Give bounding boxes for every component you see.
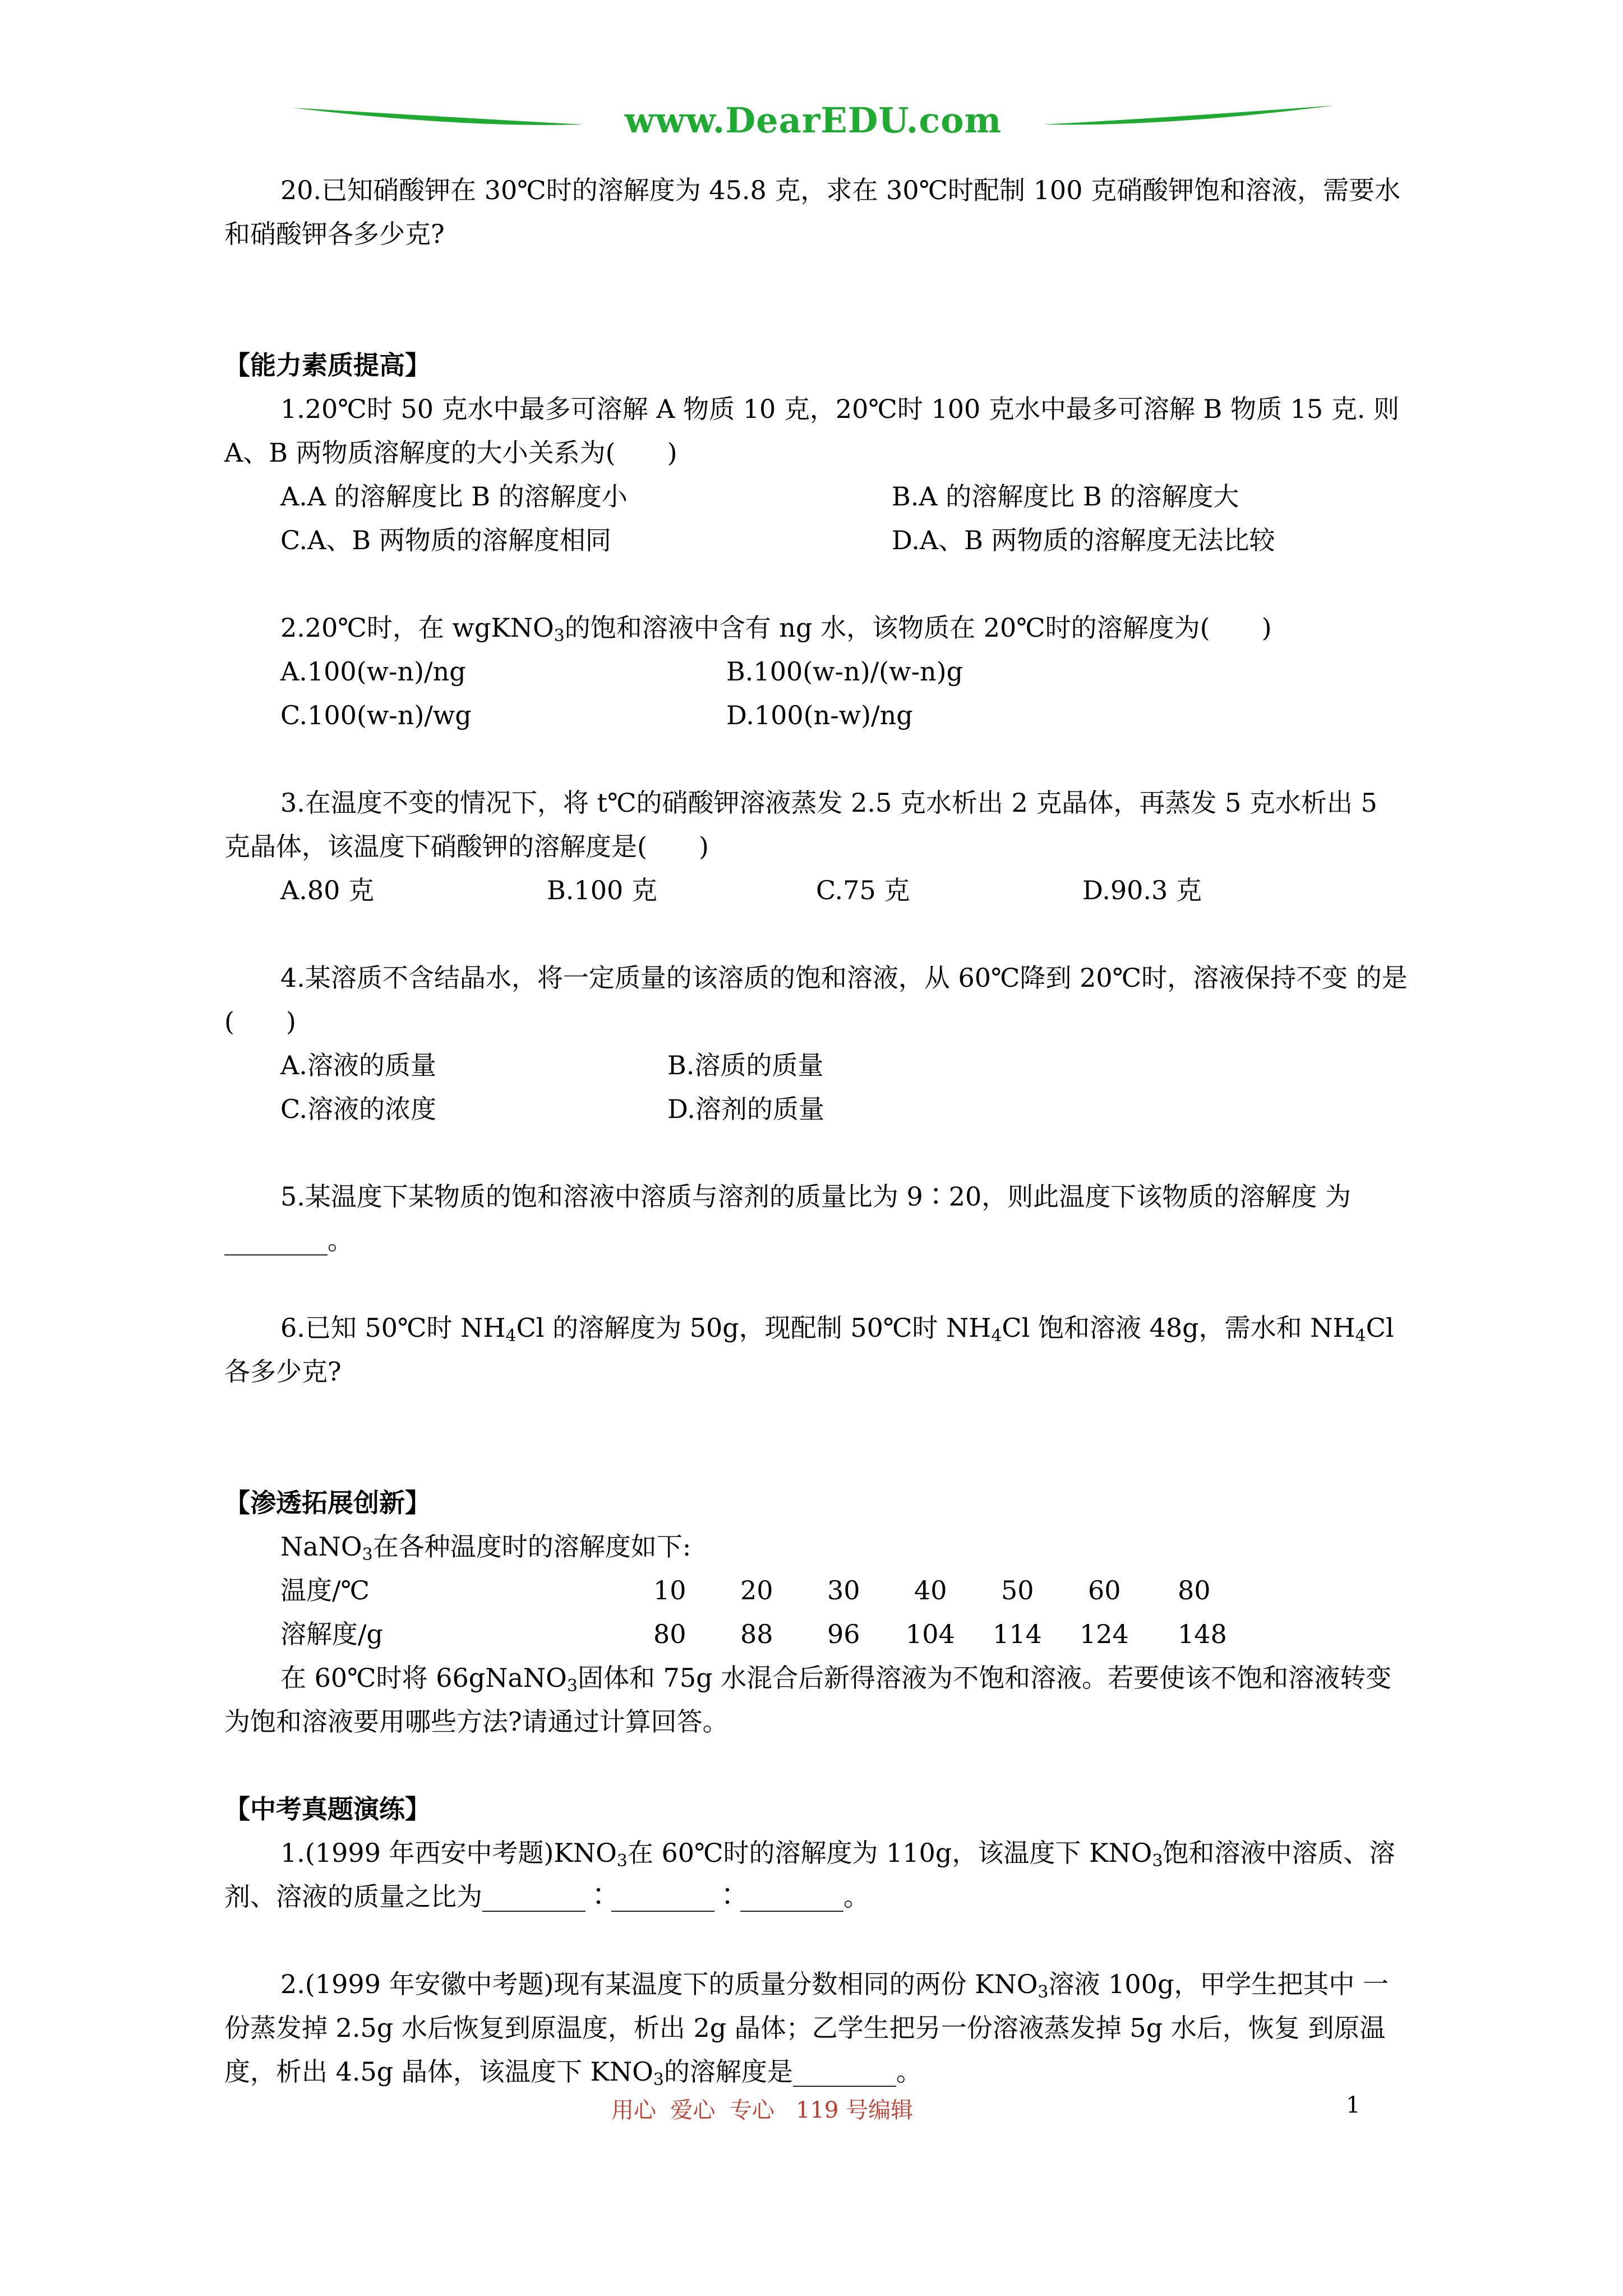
- table-cell: 148: [1178, 1619, 1227, 1649]
- table-label: 溶解度/g: [280, 1619, 383, 1649]
- option: A.A 的溶解度比 B 的溶解度小: [280, 481, 628, 512]
- option: A.80 克: [280, 875, 374, 905]
- page-number: 1: [1346, 2092, 1361, 2118]
- option: D.90.3 克: [1082, 875, 1202, 905]
- table-label: 温度/℃: [280, 1575, 370, 1605]
- s1-question-2: [224, 606, 1408, 650]
- table-row: [224, 1612, 1408, 1656]
- subscript: 3: [1152, 1851, 1163, 1871]
- table-cell: 88: [740, 1619, 773, 1649]
- option: B.溶质的质量: [667, 1050, 824, 1080]
- s1-q1-options-row1: [224, 475, 1408, 518]
- option: B.100 克: [547, 875, 657, 905]
- option: A.100(w-n)/ng: [280, 656, 466, 687]
- text: NaNO: [280, 1531, 362, 1562]
- option: D.100(n-w)/ng: [726, 700, 913, 730]
- section-heading-extension: 【渗透拓展创新】: [224, 1488, 431, 1518]
- subscript: 3: [653, 2070, 664, 2090]
- subscript: 3: [566, 1676, 578, 1696]
- subscript: 3: [362, 1545, 373, 1565]
- s3-question-2: [224, 1962, 1408, 2093]
- text: 在各种温度时的溶解度如下:: [372, 1531, 691, 1562]
- subscript: 3: [1038, 1982, 1049, 2002]
- option: C.溶液的浓度: [280, 1094, 437, 1124]
- subscript: 4: [991, 1326, 1002, 1346]
- s1-q1-options-row2: [224, 518, 1408, 562]
- table-cell: 40: [914, 1575, 947, 1605]
- option: D.溶剂的质量: [667, 1094, 824, 1124]
- text: 在 60℃时将 66gNaNO: [280, 1663, 567, 1693]
- table-cell: 20: [740, 1575, 773, 1605]
- table-row: [224, 1568, 1408, 1612]
- s1-question-3: 3.在温度不变的情况下，将 t℃的硝酸钾溶液蒸发 2.5 克水析出 2 克晶体，再蒸发 5 克水析出 5 克晶体，该温度下硝酸钾的溶解度是( ): [224, 788, 1386, 862]
- s1-q4-options-row1: [224, 1043, 1408, 1087]
- option: C.A、B 两物质的溶解度相同: [280, 525, 611, 555]
- subscript: 3: [554, 626, 565, 646]
- table-cell: 114: [993, 1619, 1042, 1649]
- text: 溶液 100g，甲学生把其中 一份蒸发掉 2.5g 水后恢复到原温度，析出 2g 晶体；乙学生把另一份溶液蒸发掉 5g 水后，恢复 到原温度，析出 4.5g 晶体，该温度下 KNO: [224, 1969, 1389, 2087]
- subscript: 4: [1355, 1326, 1366, 1346]
- site-banner: [292, 95, 1335, 157]
- s2-question: [224, 1656, 1408, 1743]
- text: 固体和 75g 水混合后新得溶液为不饱和溶液。若要使该不饱和溶液转变 为饱和溶液要用哪些方法?请通过计算回答。: [224, 1663, 1400, 1737]
- text: 2.20℃时，在 wgKNO: [280, 613, 554, 643]
- option: A.溶液的质量: [280, 1050, 436, 1080]
- s1-q2-options-row1: [224, 650, 1408, 693]
- text: 1.(1999 年西安中考题)KNO: [280, 1838, 617, 1868]
- text: 的饱和溶液中含有 ng 水，该物质在 20℃时的溶解度为( ): [564, 613, 1272, 643]
- text: Cl 各多少克?: [224, 1313, 1403, 1387]
- table-cell: 104: [906, 1619, 955, 1649]
- option: B.A 的溶解度比 B 的溶解度大: [892, 481, 1239, 512]
- s3-question-1: [224, 1831, 1408, 1918]
- text: 饱和溶液中溶质、溶剂、溶液的质量之比为________∶________∶________。: [224, 1838, 1395, 1912]
- text: 的溶解度是________。: [663, 2056, 922, 2087]
- subscript: 3: [616, 1851, 628, 1871]
- option: C.75 克: [816, 875, 910, 905]
- s1-q3-options: [224, 868, 1408, 912]
- text: 在 60℃时的溶解度为 110g，该温度下 KNO: [627, 1838, 1152, 1868]
- s1-question-6: [224, 1306, 1408, 1393]
- text: 6.已知 50℃时 NH: [280, 1313, 506, 1343]
- option: B.100(w-n)/(w-n)g: [726, 656, 963, 687]
- s1-question-5: 5.某温度下某物质的饱和溶液中溶质与溶剂的质量比为 9∶20，则此温度下该物质的溶解度 为________。: [224, 1181, 1351, 1255]
- option: D.A、B 两物质的溶解度无法比较: [892, 525, 1275, 555]
- table-cell: 124: [1080, 1619, 1129, 1649]
- section-heading-ability: 【能力素质提高】: [224, 350, 431, 380]
- s1-q2-options-row2: [224, 693, 1408, 737]
- table-cell: 30: [827, 1575, 860, 1605]
- section-heading-exam: 【中考真题演练】: [224, 1794, 431, 1824]
- text: Cl 饱和溶液 48g，需水和 NH: [1002, 1313, 1355, 1343]
- table-cell: 60: [1088, 1575, 1121, 1605]
- text: 2.(1999 年安徽中考题)现有某温度下的质量分数相同的两份 KNO: [280, 1969, 1038, 1999]
- table-cell: 10: [653, 1575, 686, 1605]
- footer-text: 用心 爱心 专心 119 号编辑: [611, 2097, 914, 2123]
- table-cell: 50: [1001, 1575, 1034, 1605]
- subscript: 4: [505, 1326, 517, 1346]
- s1-question-1: 1.20℃时 50 克水中最多可溶解 A 物质 10 克，20℃时 100 克水中最多可溶解 B 物质 15 克. 则 A、B 两物质溶解度的大小关系为( ): [224, 394, 1408, 468]
- table-cell: 96: [827, 1619, 860, 1649]
- site-url: www.DearEDU.com: [624, 100, 1002, 141]
- option: C.100(w-n)/wg: [280, 700, 472, 730]
- s1-question-4: 4.某溶质不含结晶水，将一定质量的该溶质的饱和溶液，从 60℃降到 20℃时，溶液保持不变 的是( ): [224, 963, 1408, 1037]
- question-20: 20.已知硝酸钾在 30℃时的溶解度为 45.8 克，求在 30℃时配制 100 克硝酸钾饱和溶液，需要水 和硝酸钾各多少克?: [224, 175, 1409, 249]
- table-cell: 80: [1178, 1575, 1211, 1605]
- s2-intro: [224, 1525, 1408, 1568]
- s1-q4-options-row2: [224, 1087, 1408, 1131]
- document-body: [224, 168, 1408, 2093]
- table-cell: 80: [653, 1619, 686, 1649]
- text: Cl 的溶解度为 50g，现配制 50℃时 NH: [516, 1313, 992, 1343]
